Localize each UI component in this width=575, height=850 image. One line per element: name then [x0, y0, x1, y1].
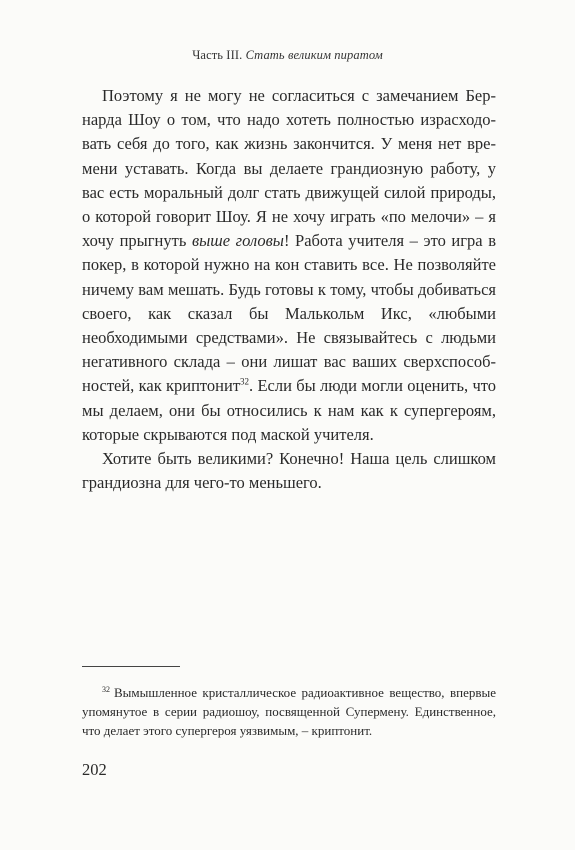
emphasis-text: выше головы [191, 231, 284, 251]
footnote-number: 32 [102, 684, 110, 694]
paragraph-1 [82, 84, 496, 447]
footnote-text: Вымышленное кристаллическое радиоактивное вещество, впервые упомянутое в серии радиошоу, посвященной Супермену. Единственное, что делает этого супергероя уязвимым, – криптонит. [82, 685, 496, 738]
body-text [82, 84, 496, 495]
paragraph-1-text-b: ! Работа учителя – это игра в покер, в которой нужно на кон ставить все. Не позволяйте ничему вам мешать. Будь готовы к тому, чтобы добиваться своего, как сказал бы Малькольм Икс, «любыми необходимыми средствами». Не связывайтесь с людьми негативного склада – они лишат вас ваших сверхспособностей, как криптонит [82, 231, 496, 396]
paragraph-2: Хотите быть великими? Конечно! Наша цель слишком грандиозна для чего-то меньшего. [82, 449, 496, 493]
page-number: 202 [82, 760, 107, 779]
part-label: Часть III. [192, 48, 243, 62]
footnote-paragraph [82, 683, 496, 740]
paragraph-1-text-a: Поэтому я не могу не согласиться с замечанием Бернарда Шоу о том, что надо хотеть полностью израсходовать себя до того, как жизнь закончится. У меня нет времени уставать. Когда вы делаете грандиозную работу, у вас есть моральный долг стать движущей силой природы, о которой говорит Шоу. Я не хочу играть «по мелочи» – я хочу прыгнуть [82, 86, 496, 251]
paragraph-1-text-c: . Если бы люди могли оценить, что мы делаем, они бы относились к нам как к супергероям, которые скрываются под маской учителя. [82, 376, 496, 444]
footnote-reference: 32 [240, 376, 250, 387]
part-title: Стать великим пиратом [245, 48, 383, 62]
footnote-divider [82, 666, 180, 667]
footnote [82, 683, 496, 740]
running-header [0, 48, 575, 63]
